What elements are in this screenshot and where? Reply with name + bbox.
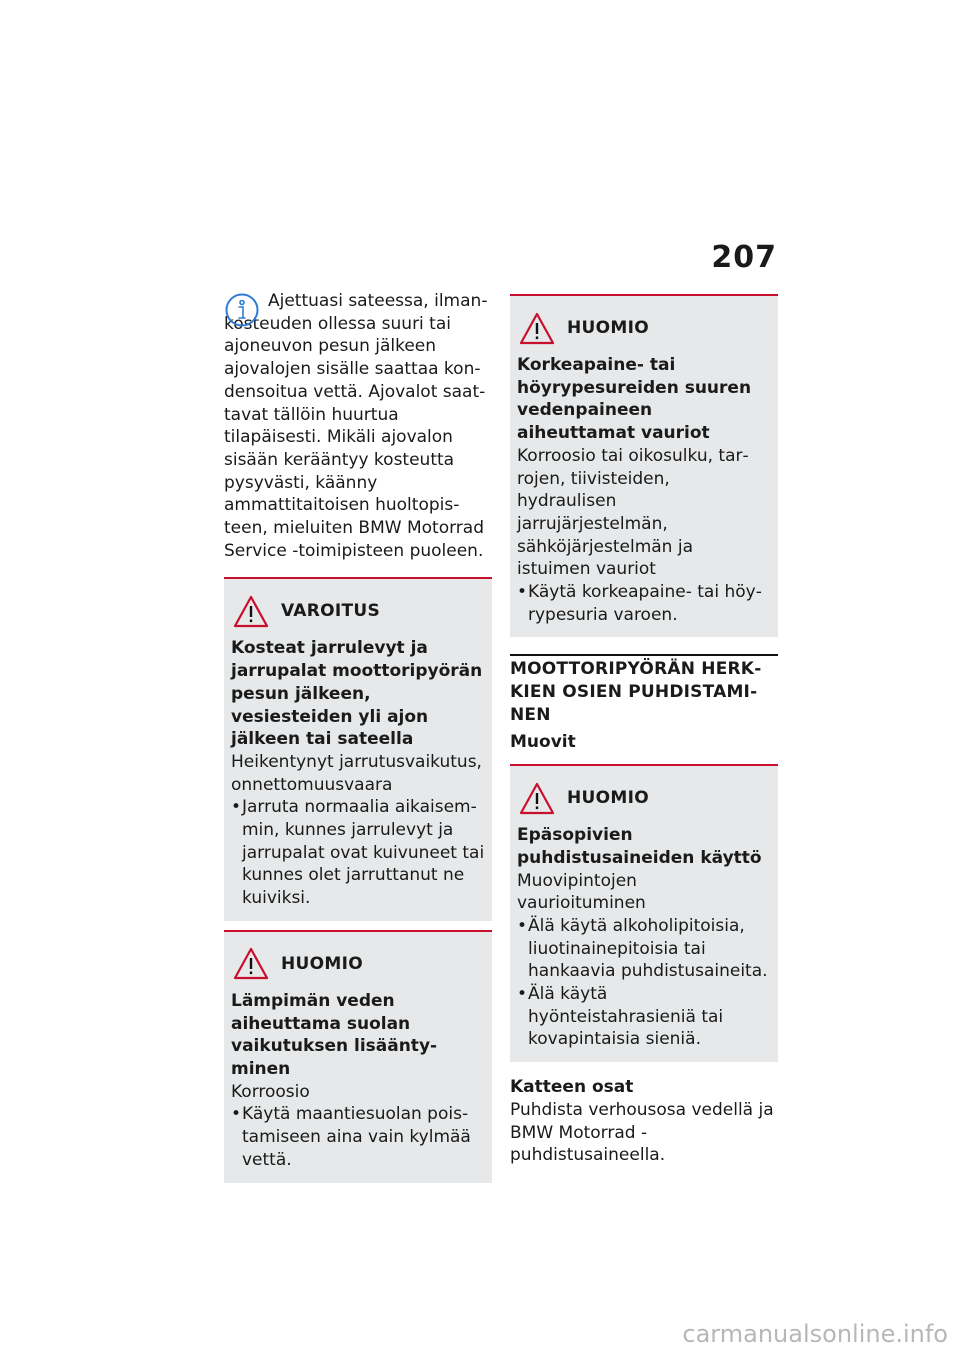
- sub-heading-plastics: Muovit: [510, 732, 576, 753]
- info-note: [224, 290, 492, 562]
- notice-consequence: Korroosio tai oikosulku, tarrojen, tiivisteiden, hydraulisen jarrujärjestelmän, sähköjärjestelmän ja istuimen vauriot: [517, 445, 749, 580]
- right-column: [510, 294, 778, 1167]
- list-item: • Älä käytä alkoholipitoisia, liuotinainepitoisia tai hankaavia puhdistusaineita.: [517, 915, 771, 983]
- info-paragraph: Ajettuasi sateessa, ilmankosteuden ollessa suuri tai ajoneuvon pesun jälkeen ajovalojen sisälle saattaa kondensoitua vettä. Ajovalot saattavat tällöin huurtua tilapäisesti. Mikäli ajovalon sisään kerääntyy kosteutta pysyvästi, käänny ammattitaitoisen huoltopisteen, mieluiten BMW Motorrad Service -toimipisteen puoleen.: [224, 291, 488, 561]
- notice-title: Korkeapaine- tai höyrypesureiden suuren vedenpaineen aiheuttamat vauriot: [517, 355, 752, 444]
- notice-consequence: Muovipintojen vaurioituminen: [517, 870, 646, 914]
- page-number: 207: [711, 240, 777, 275]
- watermark: carmanualsonline.info: [682, 1320, 948, 1348]
- sub-heading-cover: Katteen osat: [510, 1077, 634, 1098]
- list-item: • Älä käytä hyönteistahrasieniä tai kovapintaisia sieniä.: [517, 983, 771, 1051]
- warning-triangle-icon: [519, 312, 555, 345]
- info-icon: [224, 292, 260, 328]
- notice-warning-brakes: [224, 577, 492, 920]
- list-item: • Jarruta normaalia aikaisemmin, kunnes jarrulevyt ja jarrupalat ovat kuivuneet tai kunnes olet jarruttanut ne kuiviksi.: [231, 796, 485, 910]
- notice-label: HUOMIO: [281, 953, 363, 974]
- cover-paragraph: Puhdista verhousosa vedellä ja BMW Motorrad -puhdistusaineella.: [510, 1099, 774, 1166]
- warning-triangle-icon: [233, 947, 269, 980]
- list-item: • Käytä korkeapaine- tai höyrypesuria varoen.: [517, 581, 771, 626]
- warning-triangle-icon: [519, 782, 555, 815]
- notice-title: Epäsopivien puhdistusaineiden käyttö: [517, 825, 762, 868]
- left-column: [224, 290, 492, 1183]
- notice-caution-cleaners: [510, 764, 778, 1062]
- section-heading: MOOTTORIPYÖRÄN HERKKIEN OSIEN PUHDISTAMINEN: [510, 654, 778, 727]
- notice-title: Kosteat jarrulevyt ja jarrupalat moottoripyörän pesun jälkeen, vesiesteiden yli ajon jälkeen tai sateella: [231, 638, 483, 750]
- notice-consequence: Korroosio: [231, 1081, 310, 1102]
- notice-label: HUOMIO: [567, 788, 649, 809]
- notice-consequence: Heikentynyt jarrutusvaikutus, onnettomuusvaara: [231, 751, 482, 795]
- notice-label: VAROITUS: [281, 601, 381, 622]
- notice-caution-pressure: [510, 294, 778, 637]
- warning-triangle-icon: [233, 595, 269, 628]
- notice-caution-salt: [224, 930, 492, 1183]
- notice-label: HUOMIO: [567, 318, 649, 338]
- list-item: • Käytä maantiesuolan poistamiseen aina vain kylmää vettä.: [231, 1103, 485, 1171]
- notice-title: Lämpimän veden aiheuttama suolan vaikutuksen lisääntyminen: [231, 990, 438, 1079]
